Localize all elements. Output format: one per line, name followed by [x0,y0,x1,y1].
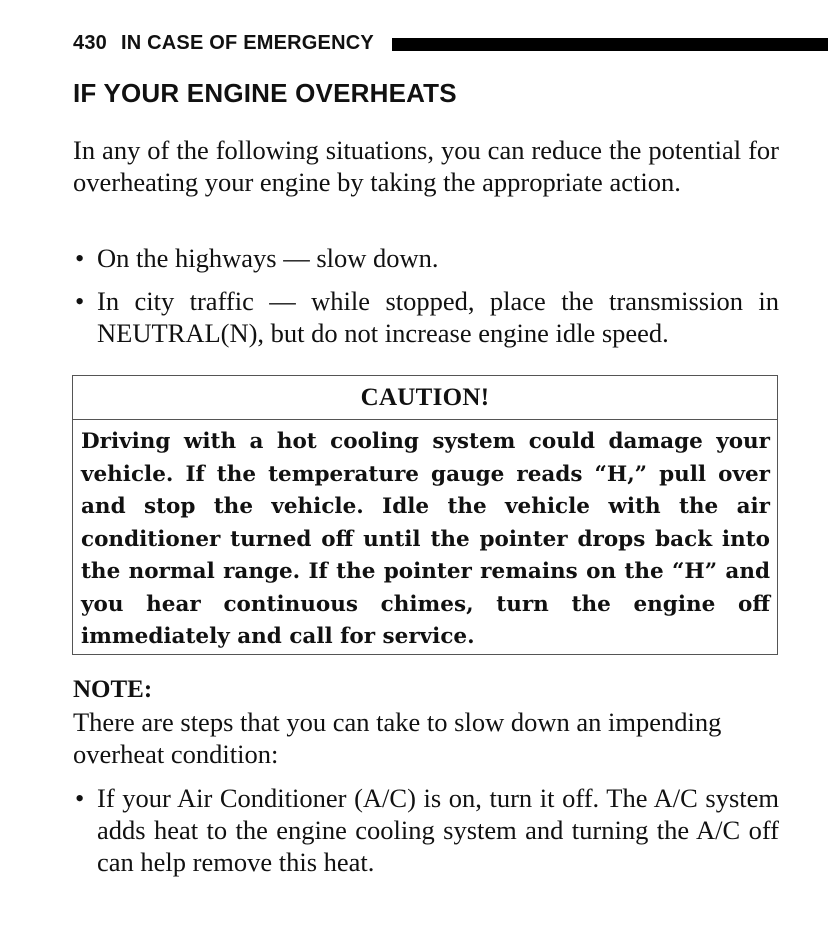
page-header [73,30,828,56]
bullet-icon: • [75,783,85,813]
caution-text: Driving with a hot cooling system could damage your vehicle. If the temperature gauge reads “H,” pull over and stop the vehicle. Idle the vehicle with the air conditioner turned off until the pointer drops back into the normal range. If the pointer remains on the “H” and you hear continuous chimes, turn the engine off immediately and call for service. [81,429,770,649]
list-item-text: If your Air Conditioner (A/C) is on, turn it off. The A/C system adds heat to the engine cooling system and turning the A/C off can help remove this heat. [97,783,779,877]
intro-paragraph: In any of the following situations, you can reduce the potential for overheating your engine by taking the appropriate action. [73,135,779,197]
list-item [73,242,779,274]
header-rule [392,38,828,51]
note-text: There are steps that you can take to slow down an impending overheat condition: [73,707,722,769]
list-item-text: In city traffic — while stopped, place the transmission in NEUTRAL(N), but do not increase engine idle speed. [97,286,779,348]
list-item-text: On the highways — slow down. [97,243,439,273]
page-number: 430 [73,31,107,54]
bullet-icon: • [75,243,85,273]
note-list [73,782,779,878]
page-title: IF YOUR ENGINE OVERHEATS [73,78,457,108]
section-title: IN CASE OF EMERGENCY [120,31,374,54]
list-item [73,782,779,878]
list-item [73,285,779,349]
caution-box [72,375,778,655]
bullet-icon: • [75,286,85,316]
situation-list [73,242,779,349]
note-label: NOTE: [73,676,153,703]
caution-heading: CAUTION! [73,376,777,420]
